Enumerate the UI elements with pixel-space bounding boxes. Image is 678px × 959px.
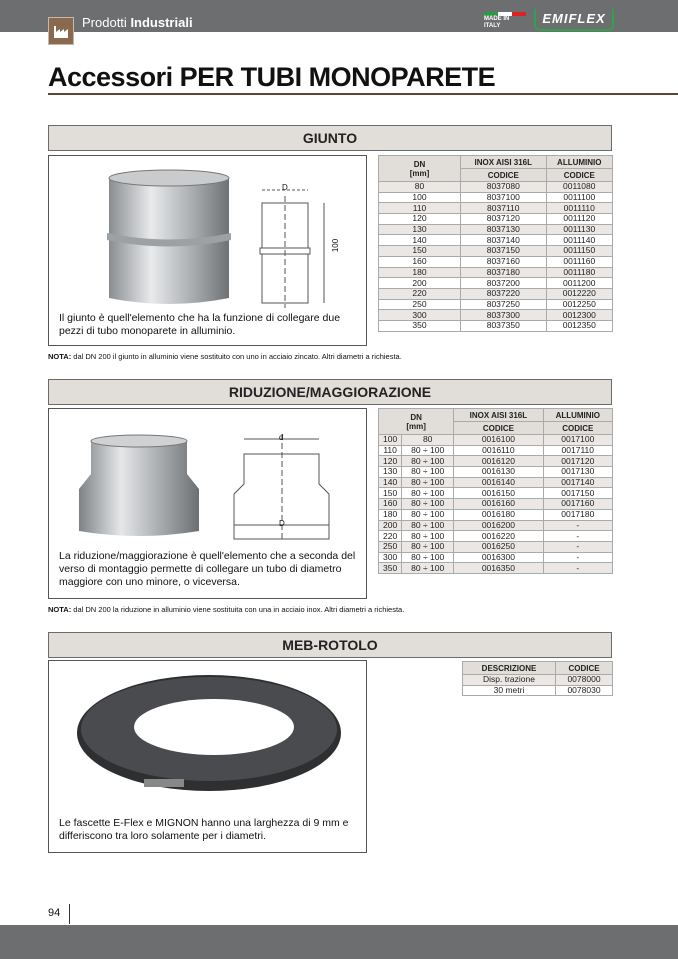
table-cell: 0017130 xyxy=(543,467,612,478)
table-cell: 0017100 xyxy=(543,435,612,446)
table-cell: 0016110 xyxy=(454,445,543,456)
table-row xyxy=(379,552,613,563)
table-cell: 80 ÷ 100 xyxy=(402,552,454,563)
table-cell: 0017160 xyxy=(543,499,612,510)
table-cell: 150 xyxy=(379,488,402,499)
table-row xyxy=(463,675,613,686)
table-cell: 200 xyxy=(379,278,461,289)
table-cell: 200 xyxy=(379,520,402,531)
table-cell: 140 xyxy=(379,235,461,246)
meb-image-box xyxy=(48,660,367,853)
table-cell: 8037130 xyxy=(461,224,547,235)
table-cell: 8037350 xyxy=(461,320,547,331)
table-cell: 8037110 xyxy=(461,203,547,214)
table-cell: 0011100 xyxy=(546,192,612,203)
table-cell: 80 ÷ 100 xyxy=(402,445,454,456)
table-cell: 220 xyxy=(379,288,461,299)
table-cell: 100 xyxy=(379,435,402,446)
table-row xyxy=(379,214,613,225)
table-cell: 250 xyxy=(379,541,402,552)
table-cell: 0011140 xyxy=(546,235,612,246)
table-row xyxy=(379,192,613,203)
table-cell: - xyxy=(543,552,612,563)
dim-label-d-big: D xyxy=(279,519,285,528)
table-cell: 0011130 xyxy=(546,224,612,235)
table-cell: 120 xyxy=(379,456,402,467)
table-cell: 110 xyxy=(379,203,461,214)
riduzione-note: NOTA: dal DN 200 la riduzione in alluminio viene sostituita con una in acciaio inox. Altri diametri a richiesta. xyxy=(48,605,405,614)
table-cell: 300 xyxy=(379,552,402,563)
page-number: 94 xyxy=(48,907,61,919)
table-row xyxy=(379,310,613,321)
col-dn: DN [mm] xyxy=(379,156,461,182)
table-row xyxy=(379,563,613,574)
table-cell: 130 xyxy=(379,467,402,478)
section-heading-riduzione: RIDUZIONE/MAGGIORAZIONE xyxy=(48,379,612,405)
table-cell: 350 xyxy=(379,563,402,574)
page-number-divider xyxy=(69,904,70,924)
table-cell: 350 xyxy=(379,320,461,331)
meb-description: Le fascette E-Flex e MIGNON hanno una larghezza di 9 mm e differiscono tra loro solamente per i diametri. xyxy=(59,817,349,842)
table-cell: 80 ÷ 100 xyxy=(402,509,454,520)
table-cell: 8037180 xyxy=(461,267,547,278)
table-row xyxy=(379,509,613,520)
col-codice: CODICE xyxy=(556,662,613,675)
table-cell: 140 xyxy=(379,477,402,488)
table-row xyxy=(379,435,613,446)
table-cell: 80 ÷ 100 xyxy=(402,520,454,531)
table-cell: 0017110 xyxy=(543,445,612,456)
giunto-illustration xyxy=(79,168,349,308)
table-cell: 80 xyxy=(402,435,454,446)
table-cell: 0016150 xyxy=(454,488,543,499)
table-cell: 0011150 xyxy=(546,246,612,257)
col-dn: DN [mm] xyxy=(379,409,454,435)
table-row xyxy=(379,467,613,478)
col-codice: CODICE xyxy=(543,422,612,435)
riduzione-table xyxy=(378,408,613,574)
table-cell: 0011180 xyxy=(546,267,612,278)
col-descrizione: DESCRIZIONE xyxy=(463,662,556,675)
table-row xyxy=(379,520,613,531)
col-codice: CODICE xyxy=(546,169,612,182)
table-cell: 0016250 xyxy=(454,541,543,552)
table-row xyxy=(379,477,613,488)
table-cell: 0078030 xyxy=(556,685,613,696)
table-cell: 0016220 xyxy=(454,531,543,542)
riduzione-description: La riduzione/maggiorazione è quell'elemento che a seconda del verso di montaggio permette di collegare un tubo di diametro maggiore con uno minore, o viceversa. xyxy=(59,550,356,588)
giunto-image-box xyxy=(48,155,367,346)
made-in-text: MADE IN ITALY xyxy=(484,16,510,29)
col-codice: CODICE xyxy=(454,422,543,435)
meb-table xyxy=(462,661,613,696)
made-in-italy-badge xyxy=(484,12,526,30)
table-cell: 0017140 xyxy=(543,477,612,488)
table-row xyxy=(379,203,613,214)
table-row xyxy=(379,224,613,235)
table-cell: 80 ÷ 100 xyxy=(402,563,454,574)
table-cell: 8037300 xyxy=(461,310,547,321)
category-bold: Industriali xyxy=(130,15,193,30)
table-row xyxy=(379,320,613,331)
col-allu: ALLUMINIO xyxy=(546,156,612,169)
col-allu: ALLUMINIO xyxy=(543,409,612,422)
table-cell: 0016100 xyxy=(454,435,543,446)
table-row xyxy=(379,541,613,552)
title-underline xyxy=(48,93,678,95)
table-row xyxy=(463,685,613,696)
giunto-note: NOTA: dal DN 200 il giunto in alluminio viene sostituito con uno in acciaio zincato. Altri diametri a richiesta. xyxy=(48,352,402,361)
dim-label-d-small: d xyxy=(279,433,284,442)
table-cell: 0011200 xyxy=(546,278,612,289)
table-row xyxy=(379,278,613,289)
table-cell: 8037250 xyxy=(461,299,547,310)
table-cell: 0011110 xyxy=(546,203,612,214)
table-row xyxy=(379,299,613,310)
table-cell: 80 ÷ 100 xyxy=(402,531,454,542)
table-row xyxy=(379,235,613,246)
table-cell: 0016160 xyxy=(454,499,543,510)
table-cell: 150 xyxy=(379,246,461,257)
dim-label-height: 100 xyxy=(331,238,341,253)
section-heading-meb: MEB-ROTOLO xyxy=(48,632,612,658)
table-cell: 130 xyxy=(379,224,461,235)
table-cell: - xyxy=(543,541,612,552)
section-heading-giunto: GIUNTO xyxy=(48,125,612,151)
table-cell: 120 xyxy=(379,214,461,225)
table-row xyxy=(379,182,613,193)
col-inox: INOX AISI 316L xyxy=(461,156,547,169)
table-cell: 30 metri xyxy=(463,685,556,696)
table-cell: 180 xyxy=(379,509,402,520)
table-cell: 300 xyxy=(379,310,461,321)
table-cell: 100 xyxy=(379,192,461,203)
table-cell: 0011080 xyxy=(546,182,612,193)
table-cell: Disp. trazione xyxy=(463,675,556,686)
table-cell: - xyxy=(543,563,612,574)
category-label xyxy=(82,15,193,30)
table-row xyxy=(379,456,613,467)
giunto-description: Il giunto è quell'elemento che ha la funzione di collegare due pezzi di tubo monoparete in alluminio. xyxy=(59,312,341,337)
table-cell: 8037140 xyxy=(461,235,547,246)
table-cell: 80 ÷ 100 xyxy=(402,488,454,499)
table-cell: 0016350 xyxy=(454,563,543,574)
table-cell: 0011120 xyxy=(546,214,612,225)
table-cell: 80 ÷ 100 xyxy=(402,456,454,467)
table-row xyxy=(379,531,613,542)
table-cell: 80 ÷ 100 xyxy=(402,541,454,552)
brand-logo: EMIFLEX xyxy=(534,9,614,31)
table-cell: 0078000 xyxy=(556,675,613,686)
table-cell: 250 xyxy=(379,299,461,310)
table-cell: 0011160 xyxy=(546,256,612,267)
table-cell: 160 xyxy=(379,256,461,267)
factory-icon xyxy=(48,17,74,45)
table-cell: 8037200 xyxy=(461,278,547,289)
table-row xyxy=(379,256,613,267)
table-cell: 8037120 xyxy=(461,214,547,225)
table-cell: 0016200 xyxy=(454,520,543,531)
table-row xyxy=(379,288,613,299)
table-row xyxy=(379,499,613,510)
category-light: Prodotti xyxy=(82,15,127,30)
table-cell: 0016300 xyxy=(454,552,543,563)
table-row xyxy=(379,246,613,257)
table-cell: 180 xyxy=(379,267,461,278)
table-cell: 0016180 xyxy=(454,509,543,520)
table-cell: 110 xyxy=(379,445,402,456)
table-cell: 8037150 xyxy=(461,246,547,257)
table-cell: 0017180 xyxy=(543,509,612,520)
table-cell: 0017150 xyxy=(543,488,612,499)
table-cell: 8037160 xyxy=(461,256,547,267)
table-cell: 0016140 xyxy=(454,477,543,488)
bottom-bar xyxy=(0,925,678,959)
table-cell: - xyxy=(543,531,612,542)
giunto-table xyxy=(378,155,613,332)
table-cell: 80 xyxy=(379,182,461,193)
riduzione-image-box xyxy=(48,408,367,599)
meb-rotolo-illustration xyxy=(74,671,344,801)
table-row xyxy=(379,488,613,499)
table-cell: 0012350 xyxy=(546,320,612,331)
table-row xyxy=(379,445,613,456)
table-cell: 80 ÷ 100 xyxy=(402,499,454,510)
col-inox: INOX AISI 316L xyxy=(454,409,543,422)
table-cell: 0012220 xyxy=(546,288,612,299)
table-cell: - xyxy=(543,520,612,531)
table-cell: 0017120 xyxy=(543,456,612,467)
table-cell: 8037100 xyxy=(461,192,547,203)
table-cell: 0012250 xyxy=(546,299,612,310)
table-cell: 220 xyxy=(379,531,402,542)
table-cell: 80 ÷ 100 xyxy=(402,477,454,488)
table-cell: 0012300 xyxy=(546,310,612,321)
table-cell: 160 xyxy=(379,499,402,510)
dim-label-d: D xyxy=(282,183,288,192)
col-codice: CODICE xyxy=(461,169,547,182)
riduzione-illustration xyxy=(79,429,359,544)
table-cell: 80 ÷ 100 xyxy=(402,467,454,478)
table-cell: 0016130 xyxy=(454,467,543,478)
table-cell: 8037080 xyxy=(461,182,547,193)
table-row xyxy=(379,267,613,278)
table-cell: 0016120 xyxy=(454,456,543,467)
table-cell: 8037220 xyxy=(461,288,547,299)
page-title: Accessori PER TUBI MONOPARETE xyxy=(48,62,496,92)
